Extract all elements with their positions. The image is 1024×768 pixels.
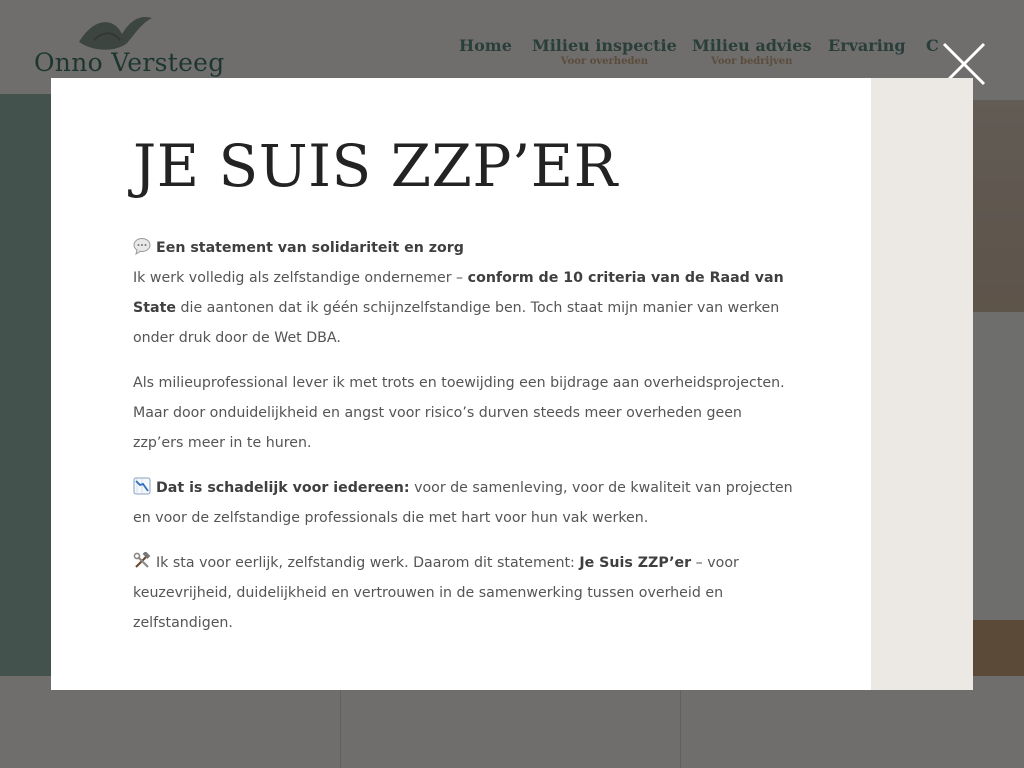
chart-decreasing-icon [133,477,151,495]
bold-span: conform de 10 criteria van de Raad van State [133,270,784,316]
text-span: voor de samenleving, voor de kwaliteit van projecten en voor de zelfstandige professionals die met hart voor hun vak werken. [133,480,793,526]
paragraph-professional [133,368,793,458]
text-span: Ik werk volledig als zelfstandige ondernemer – [133,270,464,286]
text-span: Als milieuprofessional lever ik met trots en toewijding een bijdrage aan overheidsprojecten. Maar door onduidelijkheid en angst voor risico’s durven steeds meer overheden geen zzp’ers meer in te huren. [133,375,785,451]
paragraph-statement [133,233,793,353]
text-span: – voor keuzevrijheid, duidelijkheid en vertrouwen in de samenwerking tussen overheid en zelfstandigen. [133,555,739,631]
statement-modal [51,78,973,690]
modal-content-panel [51,78,871,690]
modal-body [133,233,793,653]
hammer-wrench-icon [133,552,151,570]
speech-bubble-icon [133,237,151,255]
modal-title: JE SUIS ZZP’ER [133,132,618,200]
paragraph-stand [133,548,793,638]
text-span: Ik sta voor eerlijk, zelfstandig werk. Daarom dit statement: [156,555,575,571]
bold-span: Je Suis ZZP’er [579,555,692,571]
text-span: die aantonen dat ik géén schijnzelfstandige ben. Toch staat mijn manier van werken onder druk door de Wet DBA. [133,300,780,346]
paragraph-harmful [133,473,793,533]
bold-span: Dat is schadelijk voor iedereen: [156,480,410,496]
statement-heading: Een statement van solidariteit en zorg [156,240,464,256]
